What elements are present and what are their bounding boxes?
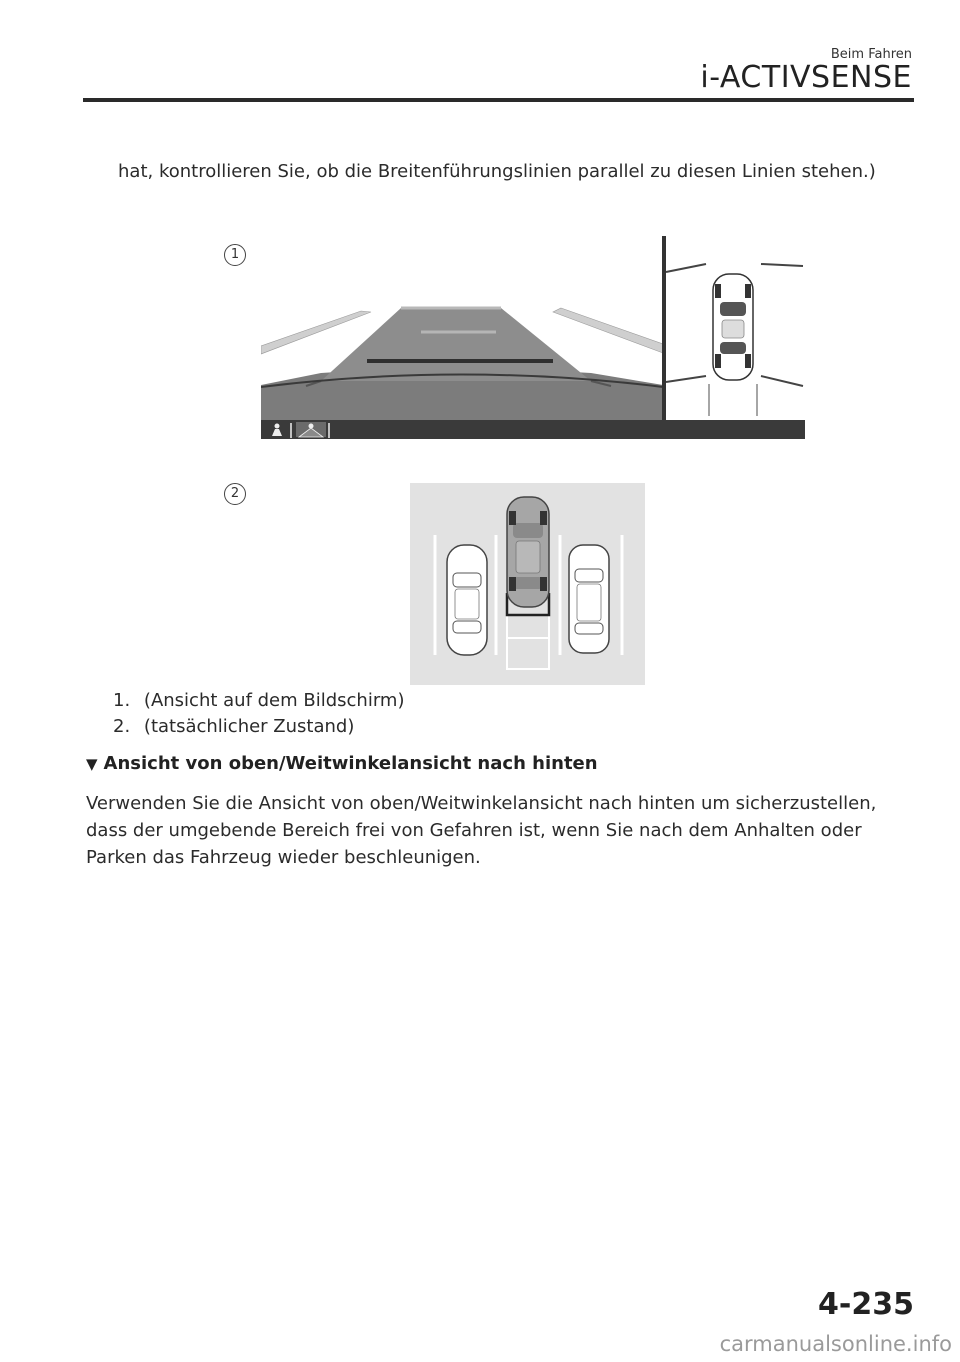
callout-2: 2 xyxy=(224,483,246,505)
body-paragraph: Verwenden Sie die Ansicht von oben/Weitwinkelansicht nach hinten um sicherzustellen, dass der umgebende Bereich frei von Gefahren ist, wenn Sie nach dem Anhalten oder Parken das Fahrzeug wieder beschleunigen. xyxy=(86,793,877,868)
caption-1-text: (Ansicht auf dem Bildschirm) xyxy=(143,690,405,711)
alert-icon xyxy=(296,422,326,437)
screen-view-illustration xyxy=(261,236,805,439)
caption-1 xyxy=(113,687,404,714)
section-heading-text: Ansicht von oben/Weitwinkelansicht nach hinten xyxy=(103,753,598,774)
header-rule xyxy=(83,98,914,102)
triangle-down-icon: ▼ xyxy=(86,755,98,773)
top-view-car xyxy=(713,274,753,380)
parked-car-left xyxy=(447,545,487,655)
header-section: Beim Fahren xyxy=(830,47,912,62)
parked-car-right xyxy=(569,545,609,653)
actual-condition-illustration xyxy=(410,483,645,685)
own-car xyxy=(507,497,549,607)
watermark: carmanualsonline.info xyxy=(719,1332,952,1356)
caption-1-number: 1. xyxy=(113,690,131,711)
intro-paragraph: hat, kontrollieren Sie, ob die Breitenführungslinien parallel zu diesen Linien stehen.) xyxy=(118,161,876,182)
header-title: i-ACTIVSENSE xyxy=(700,60,912,95)
callout-1: 1 xyxy=(224,244,246,266)
page-number: 4-235 xyxy=(818,1287,914,1322)
caption-2-number: 2. xyxy=(113,716,131,737)
section-heading xyxy=(86,753,598,774)
caption-2 xyxy=(113,713,354,740)
pedestrian-warning-icon xyxy=(268,422,286,437)
caption-2-text: (tatsächlicher Zustand) xyxy=(143,716,355,737)
